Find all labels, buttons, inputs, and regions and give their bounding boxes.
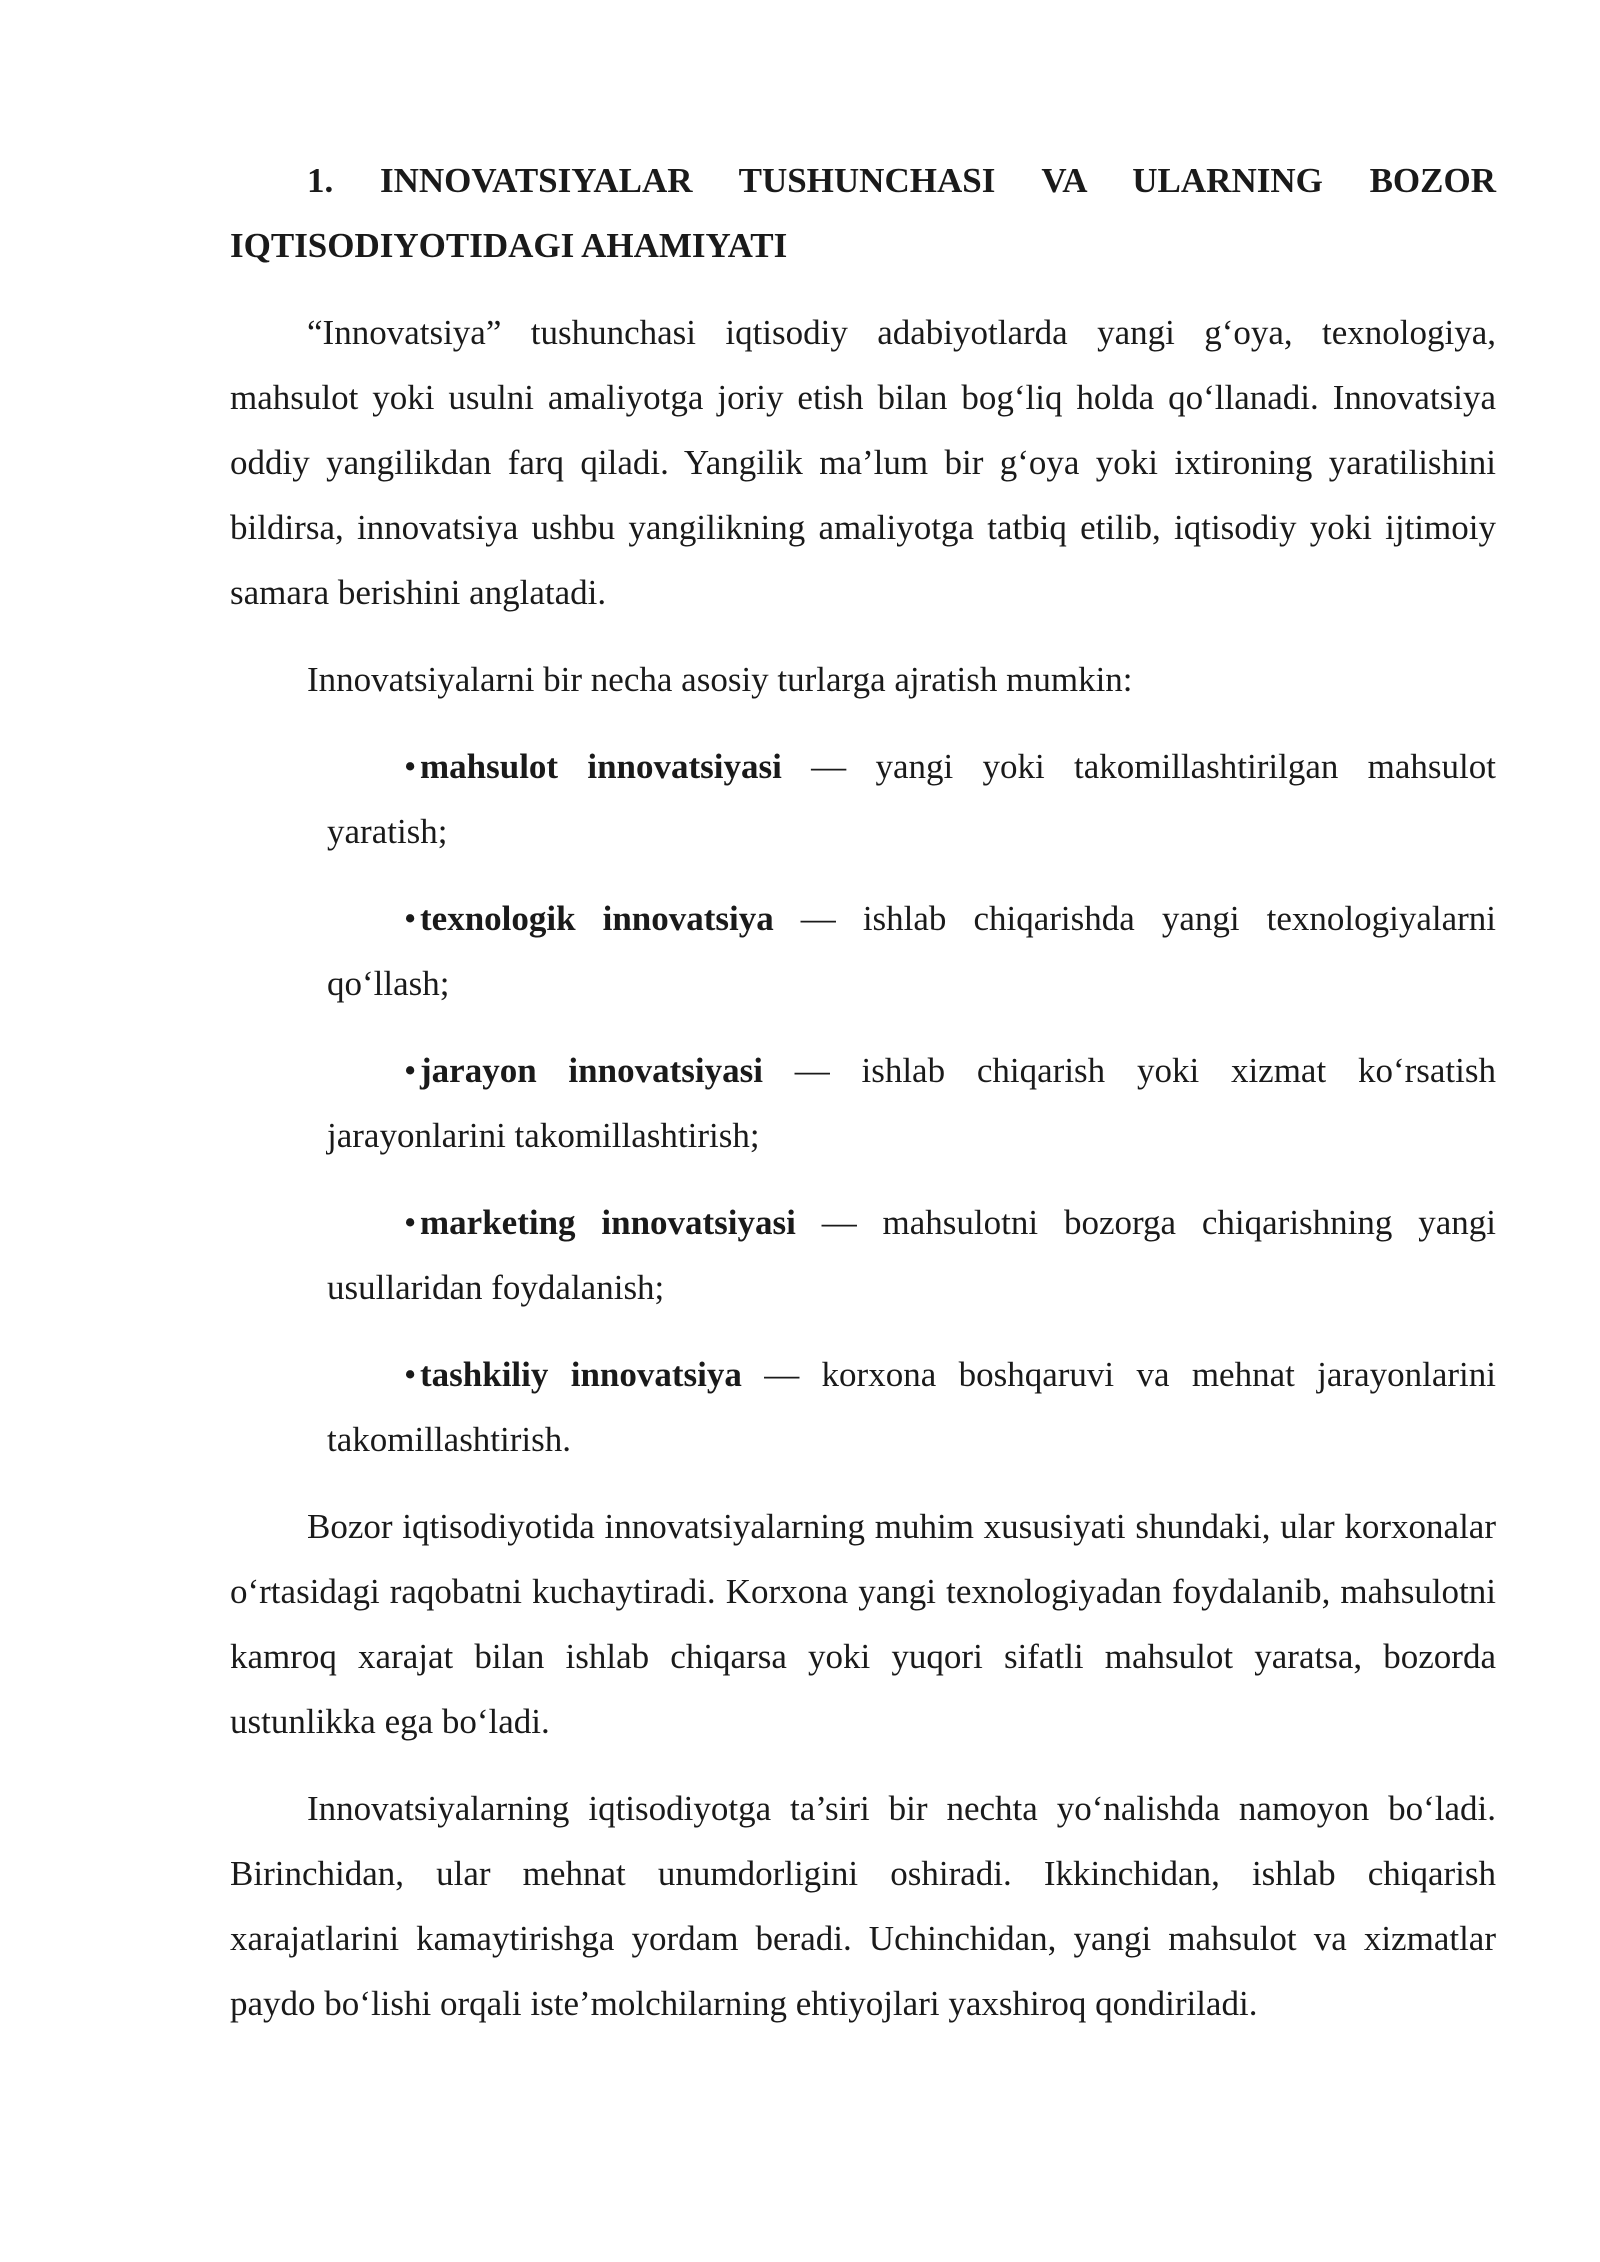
list-item-text: — ishlab chiqarish yoki xizmat ko‘rsatish jarayonlarini takomillashtirish; bbox=[327, 1051, 1496, 1155]
section-heading: 1. INNOVATSIYALAR TUSHUNCHASI VA ULARNING BOZOR IQTISODIYOTIDAGI AHAMIYATI bbox=[230, 161, 1496, 265]
intro-paragraph: “Innovatsiya” tushunchasi iqtisodiy adabiyotlarda yangi g‘oya, texnologiya, mahsulot yoki usulni amaliyotga joriy etish bilan bog‘liq holda qo‘llanadi. Innovatsiya oddiy yangilikdan farq qiladi. Yangilik ma’lum bir g‘oya yoki ixtironing yaratilishini bildirsa, innovatsiya ushbu yangilikning amaliyotga tatbiq etilib, iqtisodiy yoki ijtimoiy samara berishini anglatadi. bbox=[230, 313, 1496, 612]
document-page bbox=[230, 148, 1496, 2036]
list-item bbox=[327, 886, 1496, 1016]
bullet-icon: • bbox=[404, 1051, 417, 1090]
bullet-icon: • bbox=[404, 1355, 417, 1394]
list-item-term: tashkiliy innovatsiya bbox=[420, 1355, 742, 1394]
list-item-term: marketing innovatsiyasi bbox=[420, 1203, 796, 1242]
competition-paragraph: Bozor iqtisodiyotida innovatsiyalarning muhim xususiyati shundaki, ular korxonalar o‘rtasidagi raqobatni kuchaytiradi. Korxona yangi texnologiyadan foydalanib, mahsulotni kamroq xarajat bilan ishlab chiqarsa yoki yuqori sifatli mahsulot yaratsa, bozorda ustunlikka ega bo‘ladi. bbox=[230, 1507, 1496, 1741]
innovation-types-list bbox=[230, 734, 1496, 1472]
list-item bbox=[327, 1190, 1496, 1320]
list-item-text: — mahsulotni bozorga chiqarishning yangi usullaridan foydalanish; bbox=[327, 1203, 1496, 1307]
bullet-icon: • bbox=[404, 1203, 417, 1242]
bullet-icon: • bbox=[404, 899, 417, 938]
list-item-text: — ishlab chiqarishda yangi texnologiyalarni qo‘llash; bbox=[327, 899, 1496, 1003]
list-item bbox=[327, 734, 1496, 864]
list-item-term: jarayon innovatsiyasi bbox=[420, 1051, 763, 1090]
list-item-term: mahsulot innovatsiyasi bbox=[420, 747, 782, 786]
list-item-term: texnologik innovatsiya bbox=[420, 899, 774, 938]
bullet-icon: • bbox=[404, 747, 417, 786]
list-item bbox=[327, 1342, 1496, 1472]
impact-paragraph: Innovatsiyalarning iqtisodiyotga ta’siri bir nechta yo‘nalishda namoyon bo‘ladi. Birinchidan, ular mehnat unumdorligini oshiradi. Ikkinchidan, ishlab chiqarish xarajatlarini kamaytirishga yordam beradi. Uchinchidan, yangi mahsulot va xizmatlar paydo bo‘lishi orqali iste’molchilarning ehtiyojlari yaxshiroq qondiriladi. bbox=[230, 1789, 1496, 2023]
list-item-text: — korxona boshqaruvi va mehnat jarayonlarini takomillashtirish. bbox=[327, 1355, 1496, 1459]
types-lead-paragraph: Innovatsiyalarni bir necha asosiy turlarga ajratish mumkin: bbox=[307, 660, 1133, 699]
list-item bbox=[327, 1038, 1496, 1168]
list-item-text: — yangi yoki takomillashtirilgan mahsulot yaratish; bbox=[327, 747, 1496, 851]
